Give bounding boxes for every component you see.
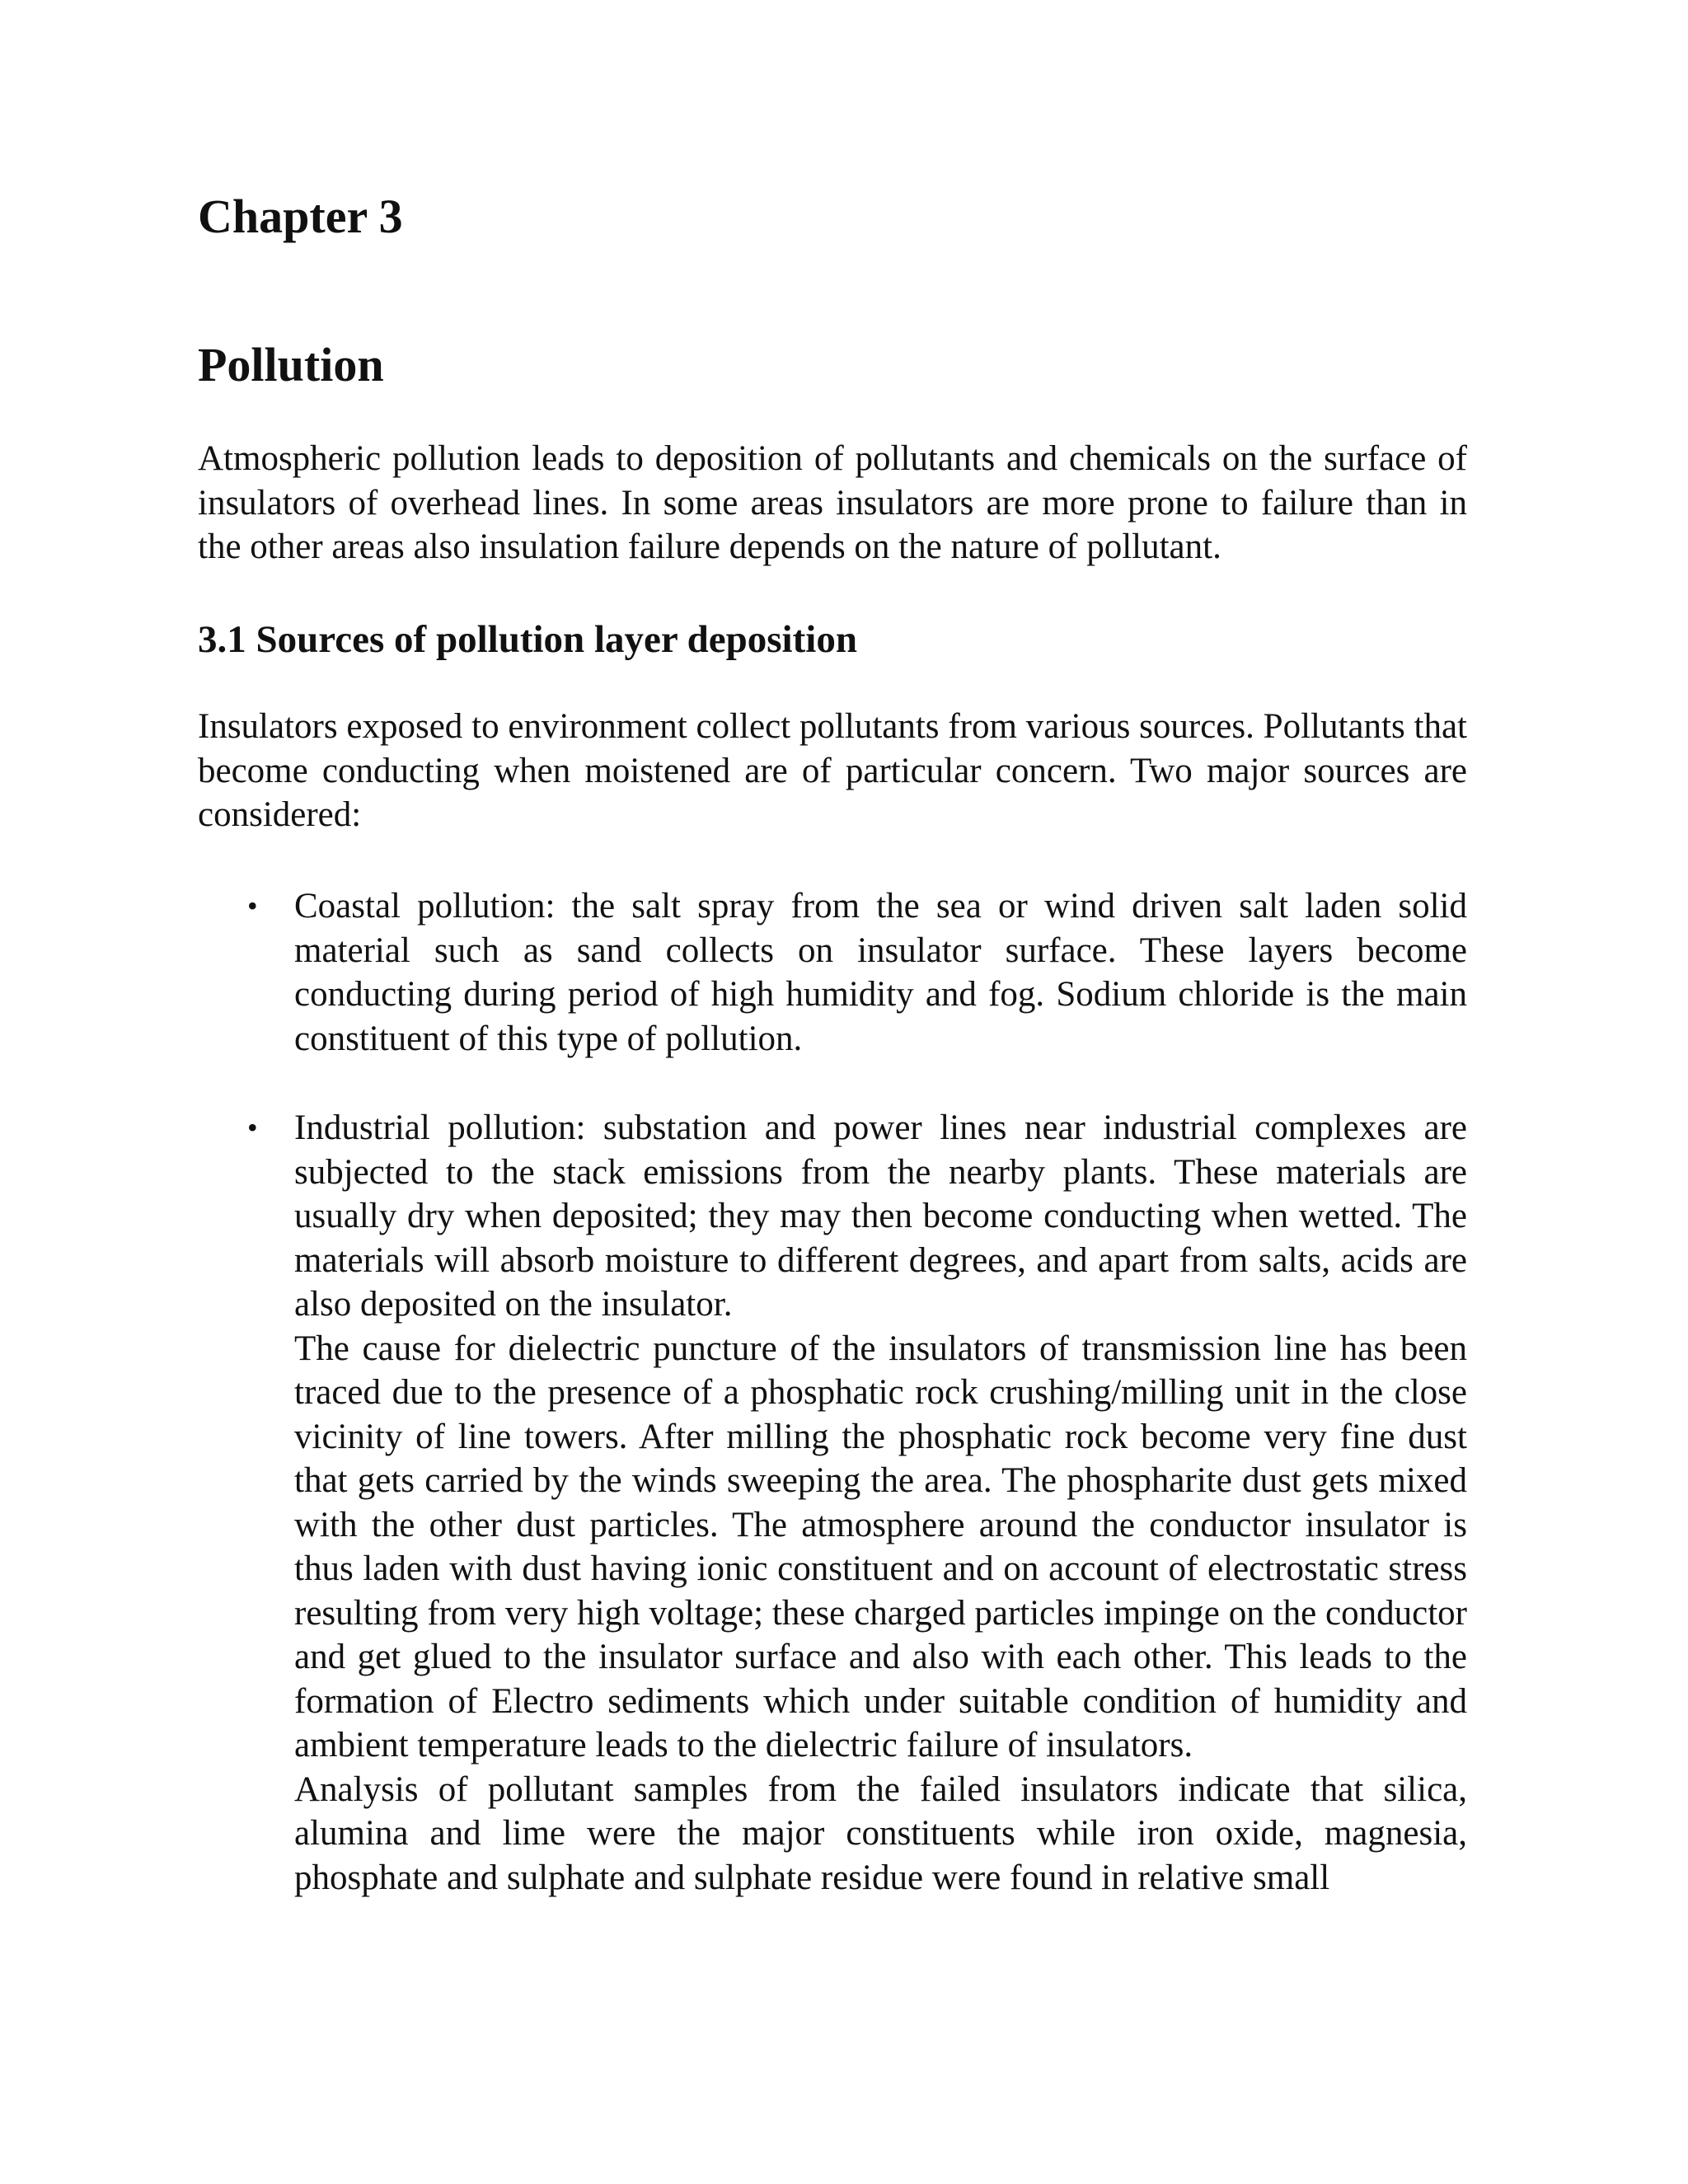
bullet-icon: • — [247, 889, 258, 922]
bullet-icon: • — [247, 1111, 258, 1144]
bullet-item-coastal-pollution — [198, 884, 1467, 1061]
chapter-title: Pollution — [198, 338, 384, 391]
chapter-label: Chapter 3 — [198, 190, 403, 243]
bullet-paragraph: Industrial pollution: substation and power lines near industrial complexes are subjected to the stack emissions from the nearby plants. These materials are usually dry when deposited; they may then become conducting when wetted. The materials will absorb moisture to different degrees, and apart from salts, acids are also deposited on the insulator. — [294, 1108, 1467, 1324]
intro-paragraph: Atmospheric pollution leads to deposition of pollutants and chemicals on the surface of insulators of overhead lines. In some areas insulators are more prone to failure than in the other areas also insulation failure depends on the nature of pollutant. — [198, 439, 1467, 566]
bullet-list-coastal — [198, 884, 1467, 1061]
bullet-paragraph: Coastal pollution: the salt spray from the sea or wind driven salt laden solid material such as sand collects on insulator surface. These layers become conducting during period of high humidity and fog. Sodium chloride is the main constituent of this type of pollution. — [294, 887, 1467, 1058]
section-heading: 3.1 Sources of pollution layer deposition — [198, 618, 857, 661]
bullet-item-industrial-pollution — [198, 1106, 1467, 1900]
bullet-paragraph: Analysis of pollutant samples from the failed insulators indicate that silica, alumina and lime were the major constituents while iron oxide, magnesia, phosphate and sulphate and sulphate residue were found in relative small — [294, 1769, 1467, 1897]
section-body-paragraph: Insulators exposed to environment collect pollutants from various sources. Pollutants that become conducting when moistened are of particular concern. Two major sources are considered: — [198, 707, 1467, 834]
bullet-list-industrial — [198, 1106, 1467, 1900]
bullet-paragraph: The cause for dielectric puncture of the insulators of transmission line has been traced due to the presence of a phosphatic rock crushing/milling unit in the close vicinity of line towers. After milling the phosphatic rock become very fine dust that gets carried by the winds sweeping the area. The phospharite dust gets mixed with the other dust particles. The atmosphere around the conductor insulator is thus laden with dust having ionic constituent and on account of electrostatic stress resulting from very high voltage; these charged particles impinge on the conductor and get glued to the insulator surface and also with each other. This leads to the formation of Electro sediments which under suitable condition of humidity and ambient temperature leads to the dielectric failure of insulators. — [294, 1329, 1467, 1765]
